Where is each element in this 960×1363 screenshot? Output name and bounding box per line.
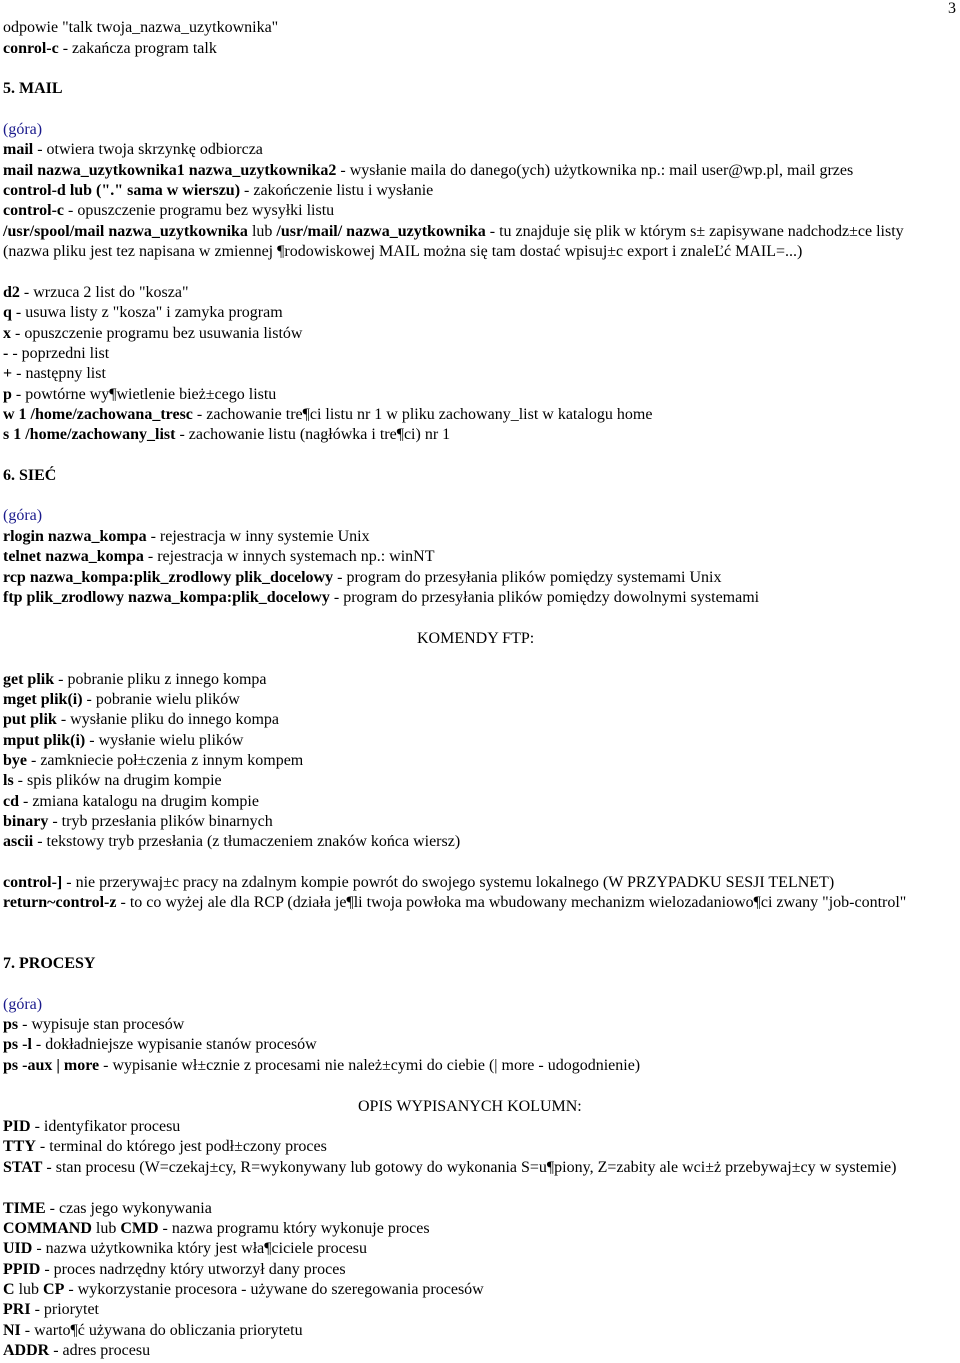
- entry-description: - tryb przesłania plików binarnych: [48, 813, 273, 830]
- entry-description: - adres procesu: [49, 1342, 151, 1359]
- entry-description: - spis plików na drugim kompie: [13, 772, 222, 789]
- entry-description: - terminal do którego jest podł±czony proces: [35, 1138, 327, 1155]
- section-heading-siec: 6. SIEĆ: [3, 467, 57, 484]
- command-name: mget plik(i): [3, 691, 83, 708]
- command-name: binary: [3, 813, 49, 830]
- command-name: put plik: [3, 711, 57, 728]
- entry-description: - zakończenie listu i wysłanie: [240, 182, 434, 199]
- entry-line: [3, 385, 276, 405]
- command-name: ls: [3, 772, 14, 789]
- entry-description: - zachowanie listu (nagłówka i tre¶ci) nr 1: [175, 426, 451, 443]
- entry-line: [3, 832, 460, 852]
- command-name: d2: [3, 284, 20, 301]
- entry-line: [3, 222, 948, 263]
- command-name: STAT: [3, 1159, 43, 1176]
- entry-line: [3, 283, 188, 303]
- entry-line: [3, 39, 217, 59]
- entry-line: [3, 1300, 99, 1320]
- top-link[interactable]: (góra): [3, 996, 43, 1013]
- command-name: mput plik(i): [3, 732, 86, 749]
- entry-connector: lub: [91, 1220, 121, 1237]
- entry-line: [3, 568, 721, 588]
- entry-description: - stan procesu (W=czekaj±cy, R=wykonywany lub gotowy do wykonania S=u¶piony, Z=zabity ale wci±ż przebywaj±cy w systemie): [42, 1159, 897, 1176]
- entry-line: [3, 588, 759, 608]
- entry-line: [3, 751, 303, 771]
- entry-description: - identyfikator procesu: [30, 1118, 181, 1135]
- entry-description: - program do przesyłania plików pomiędzy systemami Unix: [333, 569, 722, 586]
- command-name: -: [3, 345, 9, 362]
- entry-description: - wykorzystanie procesora - używane do szeregowania procesów: [64, 1281, 484, 1298]
- top-link[interactable]: (góra): [3, 507, 43, 524]
- command-name: PPID: [3, 1261, 41, 1278]
- entry-description: - priorytet: [30, 1301, 99, 1318]
- command-name: s 1 /home/zachowany_list: [3, 426, 176, 443]
- entry-line: [3, 1117, 180, 1137]
- entry-line: [3, 425, 450, 445]
- entry-description: - otwiera twoja skrzynkę odbiorcza: [33, 141, 263, 158]
- columns-heading: OPIS WYPISANYCH KOLUMN:: [358, 1098, 582, 1115]
- command-name: q: [3, 304, 12, 321]
- page-number: 3: [948, 0, 956, 17]
- entry-description: - dokładniejsze wypisanie stanów procesów: [31, 1036, 317, 1053]
- command-name: get plik: [3, 671, 55, 688]
- entry-line: [3, 812, 273, 832]
- entry-line: [3, 710, 279, 730]
- command-name: bye: [3, 752, 27, 769]
- command-name: rlogin nazwa_kompa: [3, 528, 147, 545]
- entry-description: - nazwa programu który wykonuje proces: [158, 1220, 430, 1237]
- entry-description: - zmiana katalogu na drugim kompie: [19, 793, 259, 810]
- command-name: conrol-c: [3, 40, 59, 57]
- section-heading-mail: 5. MAIL: [3, 80, 63, 97]
- command-name: p: [3, 386, 12, 403]
- entry-description: - wypisuje stan procesów: [18, 1016, 185, 1033]
- entry-line: [3, 1137, 327, 1157]
- entry-description: - wysłanie maila do danego(ych) użytkownika np.: mail user@wp.pl, mail grzes: [336, 162, 854, 179]
- command-name: control-d lub ("." sama w wierszu): [3, 182, 241, 199]
- entry-line: [3, 1260, 346, 1280]
- command-name: telnet nazwa_kompa: [3, 548, 144, 565]
- entry-line: [3, 547, 434, 567]
- entry-line: [3, 161, 853, 181]
- command-name: PRI: [3, 1301, 31, 1318]
- entry-description: - opuszczenie programu bez wysyłki listu: [64, 202, 335, 219]
- entry-line: [3, 303, 283, 323]
- entry-line: [3, 792, 259, 812]
- entry-description: - rejestracja w inny systemie Unix: [146, 528, 370, 545]
- command-name: PID: [3, 1118, 31, 1135]
- command-name: mail: [3, 141, 34, 158]
- entry-description: - proces nadrzędny który utworzył dany proces: [40, 1261, 346, 1278]
- entry-text: odpowie "talk twoja_nazwa_uzytkownika": [3, 19, 279, 36]
- entry-line: [3, 364, 106, 384]
- entry-line: [3, 690, 240, 710]
- command-name: ftp plik_zrodlowy nazwa_kompa:plik_docelowy: [3, 589, 330, 606]
- entry-line: [3, 1158, 948, 1178]
- entry-description: - pobranie wielu plików: [82, 691, 240, 708]
- command-name: ascii: [3, 833, 34, 850]
- command-name: +: [3, 365, 13, 382]
- entry-line: [3, 731, 243, 751]
- entry-description: - wysłanie pliku do innego kompa: [56, 711, 279, 728]
- entry-line: [3, 1280, 484, 1300]
- entry-line: [3, 771, 222, 791]
- entry-description: - następny list: [12, 365, 106, 382]
- command-name: control-]: [3, 874, 63, 891]
- command-name: NI: [3, 1322, 21, 1339]
- entry-line: [3, 201, 334, 221]
- entry-line: [3, 140, 263, 160]
- entry-line: [3, 527, 370, 547]
- entry-description: - nie przerywaj±c pracy na zdalnym kompie powrót do swojego systemu lokalnego (W PRZYPADKU SESJI TELNET): [62, 874, 835, 891]
- command-name: cd: [3, 793, 19, 810]
- entry-description: - opuszczenie programu bez usuwania listów: [11, 325, 303, 342]
- entry-description: - program do przesyłania plików pomiędzy dowolnymi systemami: [329, 589, 760, 606]
- entry-line: [3, 1035, 317, 1055]
- command-name: control-c: [3, 202, 65, 219]
- entry-connector: lub: [14, 1281, 44, 1298]
- entry-description: - tu znajduje się plik w którym s± zapisywane nadchodz±ce listy (nazwa pliku jest tez napisana w zmiennej ¶rodowiskowej MAIL można się tam dostać wpisuj±c export i znaleĽć MAIL=...): [3, 223, 904, 261]
- command-name: rcp nazwa_kompa:plik_zrodlowy plik_docelowy: [3, 569, 334, 586]
- entry-line: [3, 1239, 367, 1259]
- command-name: CMD: [120, 1220, 159, 1237]
- command-name: ADDR: [3, 1342, 50, 1359]
- entry-description: - zamkniecie poł±czenia z innym kompem: [27, 752, 304, 769]
- entry-description: - zakańcza program talk: [58, 40, 217, 57]
- entry-line: [3, 873, 834, 893]
- entry-description: - usuwa listy z "kosza" i zamyka program: [11, 304, 283, 321]
- command-name: ps: [3, 1016, 19, 1033]
- command-name: COMMAND: [3, 1220, 92, 1237]
- entry-description: - nazwa użytkownika który jest wła¶ciciele procesu: [32, 1240, 368, 1257]
- entry-description: - wypisanie wł±cznie z procesami nie należ±cymi do ciebie (| more - udogodnienie): [99, 1057, 641, 1074]
- entry-line: [3, 1219, 430, 1239]
- command-name: TTY: [3, 1138, 36, 1155]
- command-name: mail nazwa_uzytkownika1 nazwa_uzytkownika2: [3, 162, 337, 179]
- entry-line: [3, 1321, 303, 1341]
- top-link[interactable]: (góra): [3, 121, 43, 138]
- entry-description: - to co wyżej ale dla RCP (działa je¶li twoja powłoka ma wbudowany mechanizm wielozadaniowo¶ci zwany "job-control": [116, 894, 907, 911]
- entry-description: - pobranie pliku z innego kompa: [54, 671, 267, 688]
- entry-description: - powtórne wy¶wietlenie bież±cego listu: [11, 386, 277, 403]
- command-name: /usr/spool/mail nazwa_uzytkownika: [3, 223, 248, 240]
- command-name: C: [3, 1281, 15, 1298]
- entry-line: [3, 181, 433, 201]
- entry-description: - rejestracja w innych systemach np.: winNT: [143, 548, 435, 565]
- command-name: w 1 /home/zachowana_tresc: [3, 406, 193, 423]
- entry-line: [3, 893, 948, 913]
- command-name: CP: [43, 1281, 65, 1298]
- entry-line: [3, 18, 278, 38]
- command-name: x: [3, 325, 11, 342]
- ftp-commands-heading: KOMENDY FTP:: [417, 630, 535, 647]
- entry-description: - warto¶ć używana do obliczania priorytetu: [20, 1322, 303, 1339]
- entry-description: - wysłanie wielu plików: [85, 732, 244, 749]
- entry-connector: lub: [247, 223, 277, 240]
- command-name: /usr/mail/ nazwa_uzytkownika: [276, 223, 486, 240]
- entry-line: [3, 1015, 184, 1035]
- entry-line: [3, 1056, 640, 1076]
- entry-description: - zachowanie tre¶ci listu nr 1 w pliku zachowany_list w katalogu home: [192, 406, 653, 423]
- entry-description: - wrzuca 2 list do "kosza": [19, 284, 189, 301]
- command-name: TIME: [3, 1200, 46, 1217]
- command-name: ps -l: [3, 1036, 32, 1053]
- command-name: ps -aux | more: [3, 1057, 100, 1074]
- entry-description: - tekstowy tryb przesłania (z tłumaczeniem znaków końca wiersz): [33, 833, 461, 850]
- section-heading-procesy: 7. PROCESY: [3, 955, 96, 972]
- entry-line: [3, 1341, 150, 1361]
- command-name: return~control-z: [3, 894, 117, 911]
- command-name: UID: [3, 1240, 33, 1257]
- entry-line: [3, 405, 652, 425]
- entry-line: [3, 1199, 212, 1219]
- entry-line: [3, 344, 109, 364]
- entry-line: [3, 670, 267, 690]
- entry-description: - czas jego wykonywania: [45, 1200, 212, 1217]
- entry-line: [3, 324, 302, 344]
- entry-description: - poprzedni list: [8, 345, 110, 362]
